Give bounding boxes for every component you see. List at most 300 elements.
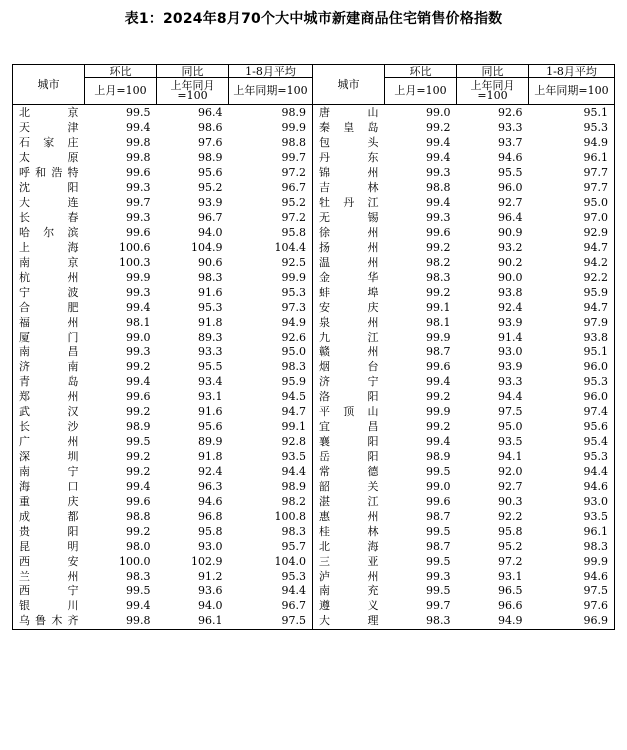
yoy-index-value: 96.0 bbox=[498, 181, 523, 195]
city-name: 韶关 bbox=[319, 479, 379, 493]
city-name: 西宁 bbox=[13, 584, 85, 599]
mom-index-value: 98.9 bbox=[126, 420, 151, 434]
mom-index-value: 99.8 bbox=[126, 136, 151, 150]
table-row bbox=[13, 330, 615, 345]
table-row bbox=[13, 181, 615, 196]
city-name: 锦州 bbox=[319, 166, 379, 180]
mom-index-value: 99.3 bbox=[426, 211, 451, 225]
avg-index-value: 94.6 bbox=[529, 479, 615, 494]
avg-index-value: 95.3 bbox=[229, 569, 313, 584]
mom-index-value: 99.5 bbox=[426, 584, 451, 598]
city-name: 西安 bbox=[13, 554, 85, 569]
mom-index-value: 99.7 bbox=[426, 599, 451, 613]
city-name: 徐州 bbox=[319, 225, 379, 239]
city-name: 天津 bbox=[13, 121, 85, 136]
mom-index-value: 99.4 bbox=[426, 196, 451, 210]
mom-index-value: 99.0 bbox=[426, 106, 451, 120]
table-row bbox=[13, 121, 615, 136]
avg-index-value: 92.5 bbox=[229, 255, 313, 270]
city-name: 岳阳 bbox=[319, 450, 379, 464]
mom-index-value: 99.6 bbox=[426, 360, 451, 374]
city-name: 金华 bbox=[319, 270, 379, 284]
avg-index-value: 97.7 bbox=[529, 181, 615, 196]
table-row bbox=[13, 599, 615, 614]
avg-index-value: 98.9 bbox=[229, 105, 313, 121]
yoy-index-value: 94.0 bbox=[198, 599, 223, 613]
city-name: 宜昌 bbox=[319, 420, 379, 434]
avg-index-value: 95.8 bbox=[229, 226, 313, 241]
city-name: 厦门 bbox=[13, 330, 85, 345]
city-name: 银川 bbox=[13, 599, 85, 614]
yoy-index-value: 98.9 bbox=[198, 151, 223, 165]
mom-index-value: 99.6 bbox=[126, 225, 151, 239]
city-name: 青岛 bbox=[13, 375, 85, 390]
table-row bbox=[13, 375, 615, 390]
mom-index-value: 99.4 bbox=[426, 435, 451, 449]
mom-index-value: 99.9 bbox=[426, 330, 451, 344]
mom-index-value: 99.6 bbox=[426, 494, 451, 508]
city-name: 南宁 bbox=[13, 465, 85, 480]
yoy-index-value: 93.0 bbox=[198, 539, 223, 553]
table-header bbox=[13, 65, 615, 105]
city-name: 太原 bbox=[13, 151, 85, 166]
avg-index-value: 94.4 bbox=[229, 465, 313, 480]
table-body bbox=[13, 105, 615, 630]
city-name: 北京 bbox=[13, 105, 85, 121]
city-name: 重庆 bbox=[13, 494, 85, 509]
city-name: 牡丹江 bbox=[319, 196, 379, 210]
avg-index-value: 96.1 bbox=[529, 151, 615, 166]
mom-index-value: 98.1 bbox=[426, 315, 451, 329]
mom-index-value: 99.3 bbox=[126, 285, 151, 299]
table-row bbox=[13, 420, 615, 435]
avg-index-value: 95.7 bbox=[229, 539, 313, 554]
mom-index-value: 99.6 bbox=[426, 225, 451, 239]
city-name: 大理 bbox=[313, 614, 385, 629]
yoy-index-value: 93.1 bbox=[498, 569, 523, 583]
yoy-index-value: 94.6 bbox=[198, 494, 223, 508]
yoy-index-value: 96.7 bbox=[198, 211, 223, 225]
yoy-index-value: 93.4 bbox=[198, 375, 223, 389]
mom-index-value: 99.8 bbox=[85, 614, 157, 629]
city-name: 赣州 bbox=[319, 345, 379, 359]
table-row bbox=[13, 494, 615, 509]
header-avg-base-right: 上年同期=100 bbox=[529, 78, 615, 105]
yoy-index-value: 91.8 bbox=[198, 315, 223, 329]
city-name: 包头 bbox=[319, 136, 379, 150]
mom-index-value: 99.7 bbox=[126, 196, 151, 210]
mom-index-value: 98.7 bbox=[426, 539, 451, 553]
table-row bbox=[13, 450, 615, 465]
yoy-index-value: 97.6 bbox=[198, 136, 223, 150]
mom-index-value: 99.5 bbox=[126, 106, 151, 120]
mom-index-value: 99.9 bbox=[426, 405, 451, 419]
mom-index-value: 98.8 bbox=[126, 509, 151, 523]
avg-index-value: 94.9 bbox=[529, 136, 615, 151]
yoy-index-value: 95.8 bbox=[198, 524, 223, 538]
mom-index-value: 99.2 bbox=[126, 405, 151, 419]
table-row bbox=[13, 196, 615, 211]
mom-index-value: 98.2 bbox=[426, 255, 451, 269]
table-row bbox=[13, 285, 615, 300]
avg-index-value: 96.9 bbox=[529, 614, 615, 629]
city-name: 石家庄 bbox=[13, 136, 85, 151]
city-name: 沈阳 bbox=[13, 181, 85, 196]
avg-index-value: 95.4 bbox=[529, 435, 615, 450]
avg-index-value: 95.6 bbox=[529, 420, 615, 435]
city-name: 安庆 bbox=[319, 300, 379, 314]
yoy-index-value: 93.2 bbox=[498, 240, 523, 254]
yoy-index-value: 93.6 bbox=[198, 584, 223, 598]
table-row bbox=[13, 240, 615, 255]
mom-index-value: 98.7 bbox=[426, 509, 451, 523]
avg-index-value: 93.0 bbox=[529, 494, 615, 509]
avg-index-value: 104.4 bbox=[229, 240, 313, 255]
city-name: 蚌埠 bbox=[319, 285, 379, 299]
yoy-index-value: 96.4 bbox=[198, 106, 223, 120]
yoy-index-value: 96.6 bbox=[498, 599, 523, 613]
table-row bbox=[13, 270, 615, 285]
city-name: 九江 bbox=[319, 330, 379, 344]
avg-index-value: 94.4 bbox=[229, 584, 313, 599]
mom-index-value: 99.0 bbox=[126, 330, 151, 344]
table-row bbox=[13, 539, 615, 554]
avg-index-value: 94.9 bbox=[229, 315, 313, 330]
yoy-index-value: 90.9 bbox=[498, 225, 523, 239]
yoy-index-value: 95.6 bbox=[198, 166, 223, 180]
city-name: 南昌 bbox=[13, 345, 85, 360]
avg-index-value: 96.0 bbox=[529, 390, 615, 405]
avg-index-value: 97.6 bbox=[529, 599, 615, 614]
avg-index-value: 94.2 bbox=[529, 255, 615, 270]
city-name: 温州 bbox=[319, 255, 379, 269]
mom-index-value: 99.6 bbox=[126, 494, 151, 508]
city-name: 杭州 bbox=[13, 270, 85, 285]
table-row bbox=[13, 524, 615, 539]
mom-index-value: 99.2 bbox=[426, 285, 451, 299]
table-row bbox=[13, 405, 615, 420]
city-name: 宁波 bbox=[13, 285, 85, 300]
table-row bbox=[13, 136, 615, 151]
city-name: 乌鲁木齐 bbox=[13, 614, 85, 629]
mom-index-value: 99.6 bbox=[126, 390, 151, 404]
table-row bbox=[13, 315, 615, 330]
city-name: 贵阳 bbox=[13, 524, 85, 539]
mom-index-value: 99.9 bbox=[126, 270, 151, 284]
yoy-index-value: 93.7 bbox=[498, 136, 523, 150]
table-title: 表1：2024年8月70个大中城市新建商品住宅销售价格指数 bbox=[124, 11, 503, 27]
city-name: 南充 bbox=[319, 584, 379, 598]
mom-index-value: 99.5 bbox=[126, 584, 151, 598]
city-name: 兰州 bbox=[13, 569, 85, 584]
mom-index-value: 100.0 bbox=[119, 554, 151, 568]
city-name: 郑州 bbox=[13, 390, 85, 405]
yoy-index-value: 94.4 bbox=[498, 390, 523, 404]
avg-index-value: 96.7 bbox=[229, 599, 313, 614]
yoy-index-value: 94.9 bbox=[457, 614, 529, 629]
city-name: 吉林 bbox=[319, 181, 379, 195]
yoy-index-value: 90.2 bbox=[498, 255, 523, 269]
city-name: 三亚 bbox=[319, 554, 379, 568]
avg-index-value: 95.0 bbox=[529, 196, 615, 211]
table-row bbox=[13, 390, 615, 405]
avg-index-value: 99.7 bbox=[229, 151, 313, 166]
mom-index-value: 99.4 bbox=[126, 300, 151, 314]
avg-index-value: 97.3 bbox=[229, 300, 313, 315]
city-name: 遵义 bbox=[319, 599, 379, 613]
avg-index-value: 97.2 bbox=[229, 211, 313, 226]
yoy-index-value: 94.0 bbox=[198, 225, 223, 239]
avg-index-value: 92.8 bbox=[229, 435, 313, 450]
avg-index-value: 99.9 bbox=[529, 554, 615, 569]
mom-index-value: 98.7 bbox=[426, 345, 451, 359]
mom-index-value: 99.5 bbox=[426, 464, 451, 478]
avg-index-value: 95.0 bbox=[229, 345, 313, 360]
yoy-index-value: 95.3 bbox=[198, 300, 223, 314]
yoy-index-value: 98.3 bbox=[198, 270, 223, 284]
yoy-index-value: 92.7 bbox=[498, 196, 523, 210]
yoy-index-value: 91.6 bbox=[198, 285, 223, 299]
yoy-index-value: 92.4 bbox=[198, 464, 223, 478]
header-avg-base-left: 上年同期=100 bbox=[229, 78, 313, 105]
avg-index-value: 95.3 bbox=[229, 285, 313, 300]
city-name: 呼和浩特 bbox=[13, 166, 85, 181]
mom-index-value: 99.5 bbox=[126, 435, 151, 449]
city-name: 平顶山 bbox=[319, 405, 379, 419]
avg-index-value: 95.1 bbox=[529, 345, 615, 360]
yoy-index-value: 95.0 bbox=[498, 420, 523, 434]
yoy-index-value: 95.8 bbox=[498, 524, 523, 538]
header-yoy-right: 同比 bbox=[457, 65, 529, 78]
avg-index-value: 94.7 bbox=[529, 300, 615, 315]
yoy-index-value: 93.0 bbox=[498, 345, 523, 359]
header-mom-base-left: 上月=100 bbox=[85, 78, 157, 105]
yoy-index-value: 93.9 bbox=[498, 360, 523, 374]
yoy-index-value: 96.8 bbox=[198, 509, 223, 523]
yoy-index-value: 104.9 bbox=[191, 240, 223, 254]
mom-index-value: 98.9 bbox=[426, 450, 451, 464]
yoy-index-value: 90.0 bbox=[498, 270, 523, 284]
avg-index-value: 99.1 bbox=[229, 420, 313, 435]
yoy-index-value: 96.4 bbox=[498, 211, 523, 225]
avg-index-value: 95.3 bbox=[529, 450, 615, 465]
yoy-index-value: 97.2 bbox=[498, 554, 523, 568]
mom-index-value: 98.8 bbox=[426, 181, 451, 195]
table-row bbox=[13, 105, 615, 121]
city-name: 秦皇岛 bbox=[319, 121, 379, 135]
mom-index-value: 99.3 bbox=[426, 166, 451, 180]
table-row bbox=[13, 614, 615, 629]
avg-index-value: 97.5 bbox=[529, 584, 615, 599]
avg-index-value: 97.7 bbox=[529, 166, 615, 181]
mom-index-value: 99.2 bbox=[426, 390, 451, 404]
avg-index-value: 97.4 bbox=[529, 405, 615, 420]
yoy-index-value: 96.1 bbox=[157, 614, 229, 629]
yoy-index-value: 91.8 bbox=[198, 450, 223, 464]
mom-index-value: 99.1 bbox=[426, 300, 451, 314]
avg-index-value: 99.9 bbox=[229, 270, 313, 285]
city-name: 南京 bbox=[13, 255, 85, 270]
table-row bbox=[13, 569, 615, 584]
avg-index-value: 93.8 bbox=[529, 330, 615, 345]
city-name: 成都 bbox=[13, 509, 85, 524]
yoy-index-value: 93.9 bbox=[498, 315, 523, 329]
mom-index-value: 99.4 bbox=[426, 375, 451, 389]
yoy-index-value: 90.6 bbox=[198, 255, 223, 269]
city-name: 洛阳 bbox=[319, 390, 379, 404]
avg-index-value: 99.9 bbox=[229, 121, 313, 136]
table-row bbox=[13, 255, 615, 270]
avg-index-value: 94.4 bbox=[529, 465, 615, 480]
mom-index-value: 99.2 bbox=[426, 420, 451, 434]
avg-index-value: 94.7 bbox=[229, 405, 313, 420]
yoy-index-value: 92.6 bbox=[498, 106, 523, 120]
mom-index-value: 99.4 bbox=[126, 599, 151, 613]
yoy-index-value: 91.6 bbox=[198, 405, 223, 419]
header-yoy-base-right: 上年同月=100 bbox=[457, 78, 529, 105]
avg-index-value: 94.5 bbox=[229, 390, 313, 405]
yoy-index-value: 93.8 bbox=[498, 285, 523, 299]
city-name: 哈尔滨 bbox=[13, 226, 85, 241]
mom-index-value: 99.3 bbox=[126, 345, 151, 359]
avg-index-value: 98.8 bbox=[229, 136, 313, 151]
avg-index-value: 93.5 bbox=[229, 450, 313, 465]
avg-index-value: 95.3 bbox=[529, 121, 615, 136]
city-name: 惠州 bbox=[319, 509, 379, 523]
mom-index-value: 98.3 bbox=[126, 569, 151, 583]
city-name: 济南 bbox=[13, 360, 85, 375]
avg-index-value: 104.0 bbox=[229, 554, 313, 569]
avg-index-value: 96.7 bbox=[229, 181, 313, 196]
city-name: 无锡 bbox=[319, 211, 379, 225]
mom-index-value: 99.4 bbox=[126, 479, 151, 493]
mom-index-value: 99.6 bbox=[126, 166, 151, 180]
city-name: 广州 bbox=[13, 435, 85, 450]
avg-index-value: 96.0 bbox=[529, 360, 615, 375]
city-name: 扬州 bbox=[319, 240, 379, 254]
mom-index-value: 99.2 bbox=[126, 524, 151, 538]
yoy-index-value: 93.9 bbox=[198, 196, 223, 210]
city-name: 泸州 bbox=[319, 569, 379, 583]
yoy-index-value: 92.2 bbox=[498, 509, 523, 523]
city-name: 丹东 bbox=[319, 151, 379, 165]
avg-index-value: 93.5 bbox=[529, 509, 615, 524]
header-avg-left: 1-8月平均 bbox=[229, 65, 313, 78]
avg-index-value: 97.5 bbox=[229, 614, 313, 629]
table-row bbox=[13, 509, 615, 524]
city-name: 襄阳 bbox=[319, 435, 379, 449]
city-name: 海口 bbox=[13, 479, 85, 494]
mom-index-value: 98.3 bbox=[385, 614, 457, 629]
city-name: 长春 bbox=[13, 211, 85, 226]
yoy-index-value: 92.4 bbox=[498, 300, 523, 314]
yoy-index-value: 95.5 bbox=[498, 166, 523, 180]
header-city-left: 城市 bbox=[13, 65, 85, 105]
avg-index-value: 92.2 bbox=[529, 270, 615, 285]
city-name: 济宁 bbox=[319, 375, 379, 389]
mom-index-value: 99.4 bbox=[426, 151, 451, 165]
city-name: 湛江 bbox=[319, 494, 379, 508]
mom-index-value: 100.3 bbox=[119, 255, 151, 269]
city-name: 福州 bbox=[13, 315, 85, 330]
city-name: 合肥 bbox=[13, 300, 85, 315]
mom-index-value: 99.4 bbox=[426, 136, 451, 150]
yoy-index-value: 90.3 bbox=[498, 494, 523, 508]
avg-index-value: 95.1 bbox=[529, 105, 615, 121]
yoy-index-value: 93.3 bbox=[198, 345, 223, 359]
city-name: 桂林 bbox=[319, 524, 379, 538]
table-row bbox=[13, 300, 615, 315]
yoy-index-value: 91.4 bbox=[498, 330, 523, 344]
city-name: 武汉 bbox=[13, 405, 85, 420]
city-name: 烟台 bbox=[319, 360, 379, 374]
table-row bbox=[13, 554, 615, 569]
city-name: 上海 bbox=[13, 240, 85, 255]
mom-index-value: 99.8 bbox=[126, 151, 151, 165]
header-yoy-left: 同比 bbox=[157, 65, 229, 78]
avg-index-value: 98.3 bbox=[529, 539, 615, 554]
city-name: 长沙 bbox=[13, 420, 85, 435]
avg-index-value: 96.1 bbox=[529, 524, 615, 539]
yoy-index-value: 102.9 bbox=[191, 554, 223, 568]
avg-index-value: 97.0 bbox=[529, 211, 615, 226]
avg-index-value: 94.6 bbox=[529, 569, 615, 584]
mom-index-value: 99.2 bbox=[126, 360, 151, 374]
yoy-index-value: 94.1 bbox=[498, 450, 523, 464]
yoy-index-value: 93.1 bbox=[198, 390, 223, 404]
yoy-index-value: 93.5 bbox=[498, 435, 523, 449]
yoy-index-value: 95.2 bbox=[198, 181, 223, 195]
table-row bbox=[13, 479, 615, 494]
avg-index-value: 92.6 bbox=[229, 330, 313, 345]
yoy-index-value: 97.5 bbox=[498, 405, 523, 419]
mom-index-value: 98.1 bbox=[126, 315, 151, 329]
mom-index-value: 99.4 bbox=[126, 375, 151, 389]
header-mom-left: 环比 bbox=[85, 65, 157, 78]
header-yoy-base-left: 上年同月=100 bbox=[157, 78, 229, 105]
header-city-right: 城市 bbox=[313, 65, 385, 105]
city-name: 大连 bbox=[13, 196, 85, 211]
table-row bbox=[13, 360, 615, 375]
table-row bbox=[13, 211, 615, 226]
yoy-index-value: 94.6 bbox=[498, 151, 523, 165]
avg-index-value: 95.3 bbox=[529, 375, 615, 390]
table-row bbox=[13, 435, 615, 450]
avg-index-value: 98.9 bbox=[229, 479, 313, 494]
city-name: 昆明 bbox=[13, 539, 85, 554]
mom-index-value: 98.0 bbox=[126, 539, 151, 553]
mom-index-value: 99.0 bbox=[426, 479, 451, 493]
yoy-index-value: 92.7 bbox=[498, 479, 523, 493]
yoy-index-value: 98.6 bbox=[198, 121, 223, 135]
mom-index-value: 99.2 bbox=[126, 450, 151, 464]
mom-index-value: 99.2 bbox=[426, 240, 451, 254]
city-name: 常德 bbox=[319, 464, 379, 478]
table-row bbox=[13, 584, 615, 599]
yoy-index-value: 96.3 bbox=[198, 479, 223, 493]
avg-index-value: 100.8 bbox=[229, 509, 313, 524]
avg-index-value: 98.2 bbox=[229, 494, 313, 509]
yoy-index-value: 89.3 bbox=[198, 330, 223, 344]
avg-index-value: 98.3 bbox=[229, 360, 313, 375]
mom-index-value: 100.6 bbox=[119, 240, 151, 254]
mom-index-value: 99.2 bbox=[426, 121, 451, 135]
table-row bbox=[13, 465, 615, 480]
city-name: 北海 bbox=[319, 539, 379, 553]
avg-index-value: 98.3 bbox=[229, 524, 313, 539]
mom-index-value: 99.3 bbox=[426, 569, 451, 583]
mom-index-value: 98.3 bbox=[426, 270, 451, 284]
